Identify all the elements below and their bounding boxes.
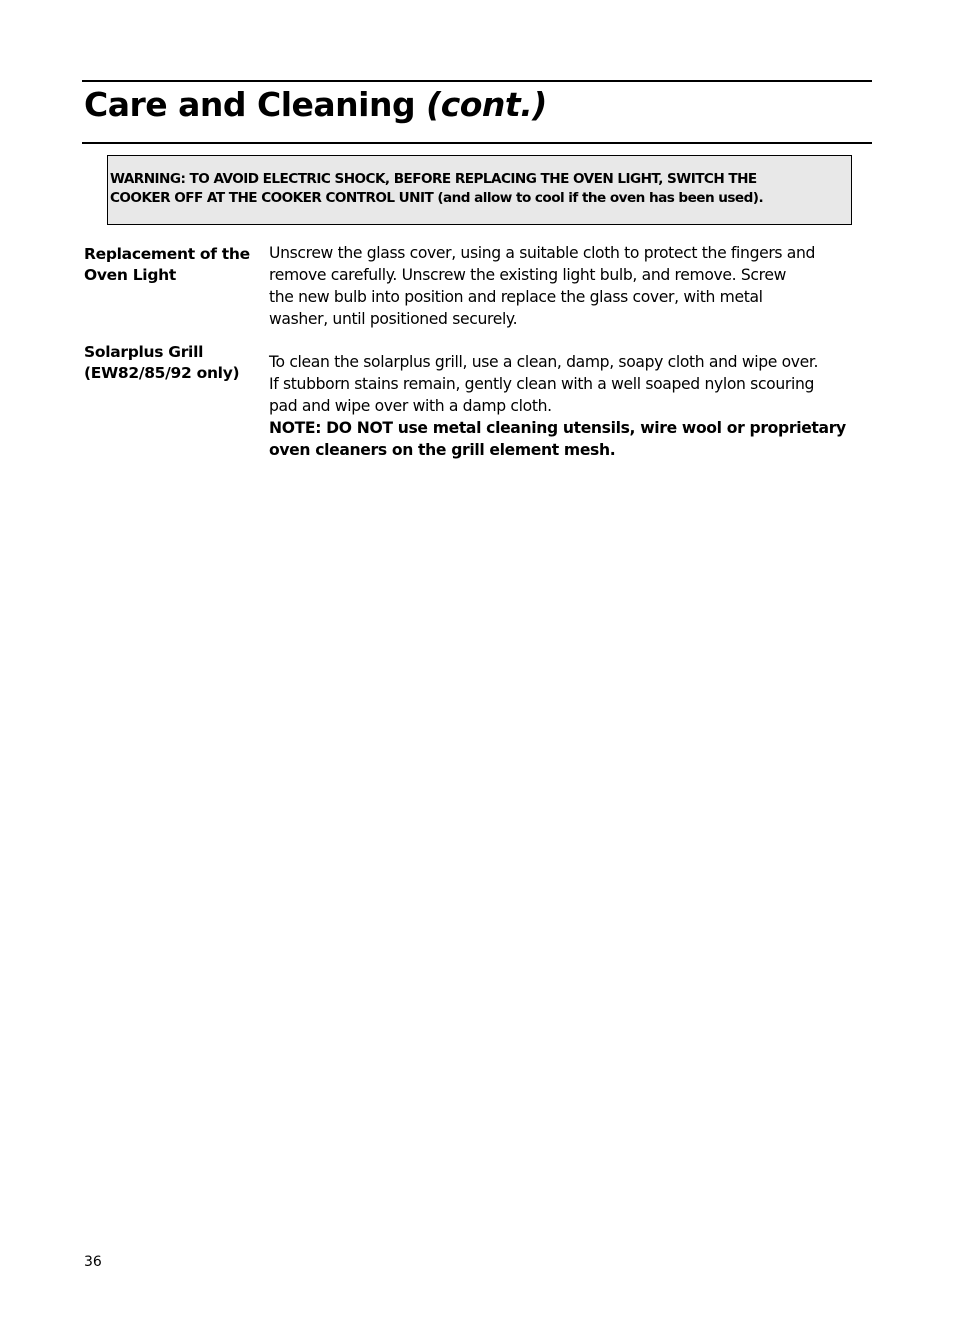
section-label-oven-light xyxy=(84,244,264,286)
warning-box xyxy=(107,155,852,225)
note-line: oven cleaners on the grill element mesh. xyxy=(269,441,616,459)
warning-line: WARNING: TO AVOID ELECTRIC SHOCK, BEFORE REPLACING THE OVEN LIGHT, SWITCH THE xyxy=(110,171,757,187)
section-text-line: If stubborn stains remain, gently clean with a well soaped nylon scouring xyxy=(269,375,815,393)
section-text-line: pad and wipe over with a damp cloth. xyxy=(269,397,552,415)
note-line: NOTE: DO NOT use metal cleaning utensils, wire wool or proprietary xyxy=(269,419,846,437)
section-text-line: Unscrew the glass cover, using a suitable cloth to protect the fingers and xyxy=(269,244,816,262)
header-bottom-rule xyxy=(82,142,872,144)
section-text-line: washer, until positioned securely. xyxy=(269,310,518,328)
page-title-cont: (cont.) xyxy=(426,85,547,124)
section-label-line: (EW82/85/92 only) xyxy=(84,364,240,382)
page-number: 36 xyxy=(84,1254,102,1270)
section-text-line: remove carefully. Unscrew the existing light bulb, and remove. Screw xyxy=(269,266,786,284)
section-text-line: To clean the solarplus grill, use a clean, damp, soapy cloth and wipe over. xyxy=(269,353,819,371)
section-text-oven-light xyxy=(269,242,869,330)
section-label-line: Oven Light xyxy=(84,266,176,284)
page-title-main: Care and Cleaning xyxy=(84,85,416,124)
section-label-line: Solarplus Grill xyxy=(84,343,204,361)
section-text-solarplus-grill xyxy=(269,351,869,461)
section-label-line: Replacement of the xyxy=(84,245,250,263)
section-text-line: the new bulb into position and replace the glass cover, with metal xyxy=(269,288,763,306)
section-label-solarplus-grill xyxy=(84,342,264,384)
page-title xyxy=(84,84,547,126)
header-top-rule xyxy=(82,80,872,82)
warning-line: COOKER OFF AT THE COOKER CONTROL UNIT (and allow to cool if the oven has been used). xyxy=(110,190,764,206)
